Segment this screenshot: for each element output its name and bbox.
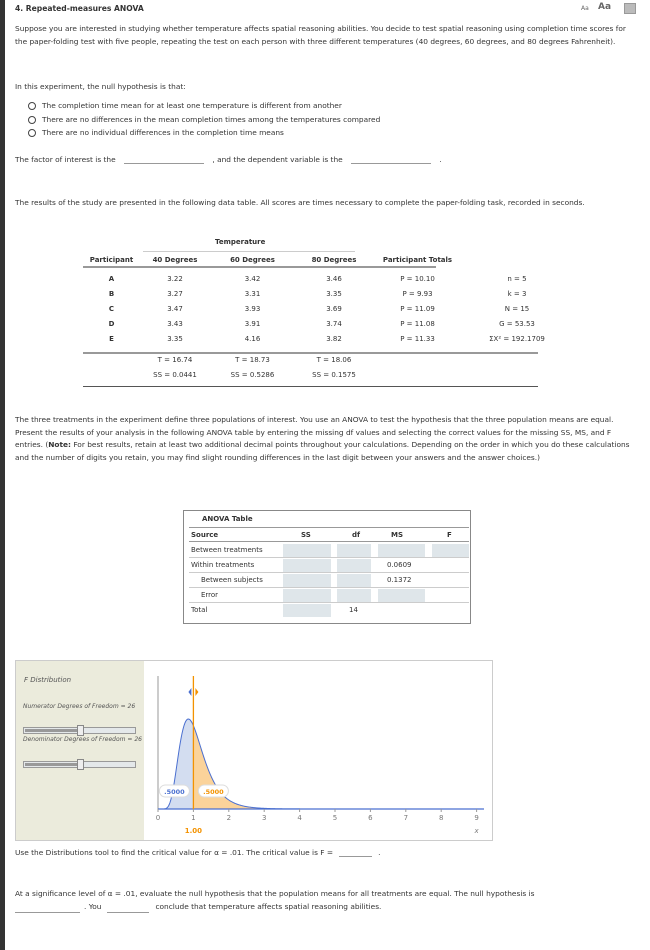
x-tick-label: 2 (226, 814, 232, 822)
option-label: There are no individual differences in the completion time means (42, 128, 284, 137)
anova-table (183, 510, 471, 624)
intro-text: Suppose you are interested in studying whether temperature affects spatial reasoning abilities. You decide to test spatial reasoning using completion time scores for the paper-folding test with five people, repeating the test on each person with three different temperatures (40 degrees, 60 degrees, and 80 degrees Fahrenheit). (15, 24, 626, 46)
row-between-treatments: Between treatments (189, 543, 469, 558)
controls-panel (16, 661, 144, 840)
row-total: Total 14 (189, 603, 469, 618)
window-border (0, 0, 5, 950)
x-tick-label: 6 (368, 814, 373, 822)
option-2[interactable] (28, 115, 380, 124)
ss-row: SS = 0.0441 SS = 0.5286 SS = 0.1575 (153, 370, 356, 379)
x-tick-label: 8 (438, 814, 444, 822)
results-text: The results of the study are presented in the following data table. All scores are times necessary to complete the paper-folding task, recorded in seconds. (15, 198, 585, 207)
col-header: 80 Degrees (311, 256, 357, 264)
critical-value-input[interactable] (339, 848, 372, 857)
f-dropdown[interactable] (432, 544, 469, 557)
col-header: Source (191, 531, 219, 539)
option-label: The completion time mean for at least one temperature is different from another (42, 101, 342, 110)
ss-dropdown[interactable] (283, 544, 331, 557)
data-table (83, 236, 572, 382)
x-tick-label: 9 (474, 814, 479, 822)
radio-button[interactable] (28, 129, 36, 137)
f-distribution-chart[interactable] (144, 661, 492, 840)
col-header: SS (301, 531, 311, 539)
x-tick-label: 1 (191, 814, 196, 822)
table-row: E 3.35 4.16 3.82 P = 11.33 ΣX² = 192.1709 (109, 334, 545, 343)
table-row: A 3.22 3.42 3.46 P = 10.10 n = 5 (108, 274, 527, 283)
table-row: B 3.27 3.31 3.35 P = 9.93 k = 3 (108, 289, 527, 298)
numerator-df-slider[interactable] (23, 727, 136, 734)
right-arrow-icon[interactable] (195, 688, 198, 696)
conclusion-sentence: At a significance level of α = .01, evaluate the null hypothesis that the population means for all treatments are equal. The null hypothesis is . You conclude that temperature affects spatial reasoning abilities. (15, 888, 615, 913)
left-arrow-icon[interactable] (188, 688, 191, 696)
x-tick-label: 4 (297, 814, 302, 822)
font-small-button[interactable]: Aa (581, 5, 589, 12)
conclusion-dropdown[interactable] (107, 904, 149, 913)
radio-button[interactable] (28, 102, 36, 110)
factor-text: The factor of interest is the (15, 155, 116, 164)
right-area-label: .5000 (203, 788, 224, 796)
row-error: Error (189, 588, 469, 603)
tool-title: F Distribution (24, 676, 72, 684)
numerator-label: Numerator Degrees of Freedom = 26 (23, 703, 136, 710)
dv-text: , and the dependent variable is the (212, 155, 343, 164)
option-3[interactable] (28, 128, 284, 137)
print-icon[interactable] (624, 3, 636, 14)
col-header: 60 Degrees (230, 256, 275, 264)
x-tick-label: 5 (332, 814, 338, 822)
col-header: F (447, 531, 452, 539)
totals-row: T = 16.74 T = 18.73 T = 18.06 (157, 355, 352, 364)
null-question: In this experiment, the null hypothesis is that: (15, 82, 186, 91)
denominator-df-slider[interactable] (23, 761, 136, 768)
null-decision-dropdown[interactable] (15, 904, 80, 913)
cutoff-value-label: 1.00 (184, 827, 203, 835)
ms-dropdown[interactable] (378, 544, 425, 557)
ss-dropdown[interactable] (283, 589, 331, 602)
col-header: Participant Totals (382, 256, 453, 264)
font-large-button[interactable]: Aa (598, 2, 612, 12)
option-1[interactable] (28, 101, 342, 110)
table-row: D 3.43 3.91 3.74 P = 11.08 G = 53.53 (108, 319, 535, 328)
row-between-subjects: Between subjects 0.1372 (189, 573, 469, 588)
x-tick-label: 3 (261, 814, 267, 822)
row-within-treatments: Within treatments 0.0609 (189, 558, 469, 573)
temperature-header: Temperature (215, 238, 266, 246)
left-area-label: .5000 (164, 788, 185, 796)
anova-title: ANOVA Table (202, 515, 253, 523)
df-input[interactable] (337, 589, 371, 602)
x-tick-label: 0 (155, 814, 161, 822)
question-title: 4. Repeated-measures ANOVA (15, 4, 144, 13)
dv-dropdown[interactable] (351, 155, 431, 164)
df-input[interactable] (337, 544, 371, 557)
ss-dropdown[interactable] (283, 604, 331, 617)
slider-thumb[interactable] (77, 759, 84, 770)
ms-dropdown[interactable] (378, 589, 425, 602)
table-row: C 3.47 3.93 3.69 P = 11.09 N = 15 (108, 304, 530, 313)
df-input[interactable] (337, 574, 371, 587)
radio-button[interactable] (28, 116, 36, 124)
x-tick-label: 7 (403, 814, 409, 822)
factor-sentence (15, 155, 442, 164)
option-label: There are no differences in the mean completion times among the temperatures compared (42, 115, 381, 124)
col-header: Participant (89, 256, 134, 264)
denominator-label: Denominator Degrees of Freedom = 26 (23, 736, 142, 743)
ss-dropdown[interactable] (283, 559, 331, 572)
factor-dropdown[interactable] (124, 155, 204, 164)
anova-instructions: The three treatments in the experiment define three populations of interest. You use an ANOVA to test the hypothesis that the three population means are equal. Present the results of your analysis in the following ANOVA table by entering the missing df values and selecting the correct values for the missing SS, MS, and F entries. (Note: For best results, retain at least two additional decimal points throughout your calculations. Depending on the order in which you do these calculations and the number of digits you retain, you may find slight rounding differences in the last digit between your answers and the answer choices.) (15, 415, 630, 462)
col-header: MS (391, 531, 404, 539)
col-header: df (352, 531, 361, 539)
f-distribution-tool (15, 660, 493, 841)
slider-thumb[interactable] (77, 725, 84, 736)
col-header: 40 Degrees (152, 256, 198, 264)
df-input[interactable] (337, 559, 371, 572)
x-axis-label: x (474, 827, 479, 835)
ss-dropdown[interactable] (283, 574, 331, 587)
right-area (193, 726, 480, 809)
critical-value-sentence: Use the Distributions tool to find the critical value for α = .01. The critical value is F = . (15, 848, 381, 857)
period: . (439, 155, 442, 164)
